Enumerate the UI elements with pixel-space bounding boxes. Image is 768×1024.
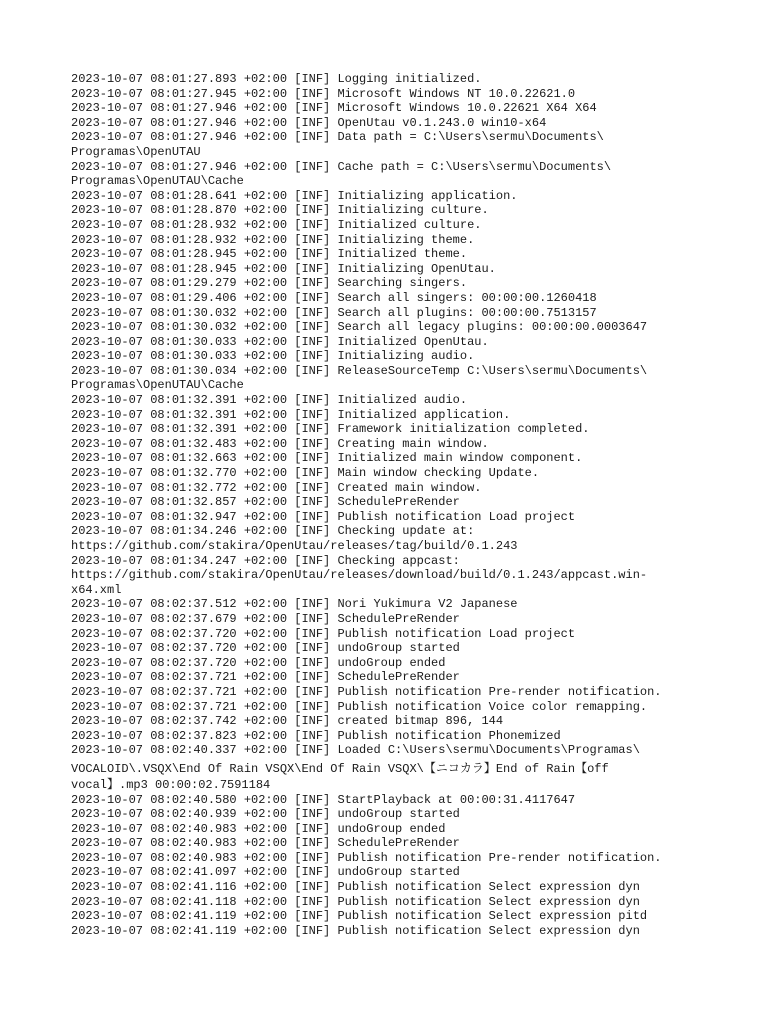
log-line: 2023-10-07 08:01:32.770 +02:00 [INF] Main window checking Update. — [71, 466, 540, 481]
log-line: 2023-10-07 08:01:28.932 +02:00 [INF] Initialized culture. — [71, 217, 482, 232]
log-line: VOCALOID\.VSQX\End Of Rain VSQX\End Of Rain VSQX\【ニコカラ】End of Rain【off — [71, 761, 609, 776]
log-line: 2023-10-07 08:01:30.034 +02:00 [INF] ReleaseSourceTemp C:\Users\sermu\Documents\ — [71, 363, 648, 378]
log-line: 2023-10-07 08:01:30.033 +02:00 [INF] Initializing audio. — [71, 349, 475, 364]
log-line: 2023-10-07 08:01:32.391 +02:00 [INF] Initialized audio. — [71, 393, 468, 408]
log-line: 2023-10-07 08:01:30.032 +02:00 [INF] Search all plugins: 00:00:00.7513157 — [71, 305, 597, 320]
log-line: 2023-10-07 08:01:27.945 +02:00 [INF] Microsoft Windows NT 10.0.22621.0 — [71, 86, 576, 101]
log-line: 2023-10-07 08:01:28.945 +02:00 [INF] Initializing OpenUtau. — [71, 261, 496, 276]
log-line: 2023-10-07 08:01:32.391 +02:00 [INF] Framework initialization completed. — [71, 422, 590, 437]
log-line: Programas\OpenUTAU\Cache — [71, 174, 244, 189]
log-line: 2023-10-07 08:01:27.946 +02:00 [INF] Cache path = C:\Users\sermu\Documents\ — [71, 159, 612, 174]
log-line: 2023-10-07 08:01:34.247 +02:00 [INF] Checking appcast: — [71, 553, 460, 568]
log-line: 2023-10-07 08:01:32.947 +02:00 [INF] Publish notification Load project — [71, 509, 576, 524]
log-line: x64.xml — [71, 582, 122, 597]
log-line: 2023-10-07 08:01:29.279 +02:00 [INF] Searching singers. — [71, 276, 468, 291]
log-line: 2023-10-07 08:02:37.721 +02:00 [INF] Publish notification Voice color remapping. — [71, 699, 648, 714]
log-line: 2023-10-07 08:02:37.720 +02:00 [INF] undoGroup started — [71, 641, 460, 656]
log-line: 2023-10-07 08:02:37.720 +02:00 [INF] Publish notification Load project — [71, 626, 576, 641]
log-line: 2023-10-07 08:02:40.337 +02:00 [INF] Loaded C:\Users\sermu\Documents\Programas\ — [71, 743, 640, 758]
log-line: 2023-10-07 08:01:30.032 +02:00 [INF] Search all legacy plugins: 00:00:00.0003647 — [71, 320, 648, 335]
log-line: Programas\OpenUTAU\Cache — [71, 378, 244, 393]
log-line: 2023-10-07 08:02:40.939 +02:00 [INF] undoGroup started — [71, 807, 460, 822]
log-line: 2023-10-07 08:01:27.946 +02:00 [INF] OpenUtau v0.1.243.0 win10-x64 — [71, 115, 547, 130]
log-line: 2023-10-07 08:01:32.857 +02:00 [INF] SchedulePreRender — [71, 495, 460, 510]
log-line: 2023-10-07 08:02:37.512 +02:00 [INF] Nori Yukimura V2 Japanese — [71, 597, 518, 612]
log-line: 2023-10-07 08:02:41.116 +02:00 [INF] Publish notification Select expression dyn — [71, 880, 640, 895]
log-line: 2023-10-07 08:01:32.391 +02:00 [INF] Initialized application. — [71, 407, 511, 422]
log-line: 2023-10-07 08:01:30.033 +02:00 [INF] Initialized OpenUtau. — [71, 334, 489, 349]
log-line: 2023-10-07 08:01:32.483 +02:00 [INF] Creating main window. — [71, 436, 489, 451]
log-line: https://github.com/stakira/OpenUtau/releases/tag/build/0.1.243 — [71, 539, 518, 553]
log-line: 2023-10-07 08:01:32.663 +02:00 [INF] Initialized main window component. — [71, 451, 583, 466]
log-line: 2023-10-07 08:01:28.945 +02:00 [INF] Initialized theme. — [71, 247, 468, 262]
log-line: 2023-10-07 08:02:37.721 +02:00 [INF] Publish notification Pre-render notification. — [71, 684, 662, 699]
log-line: 2023-10-07 08:01:28.932 +02:00 [INF] Initializing theme. — [71, 232, 475, 247]
log-line: 2023-10-07 08:02:37.823 +02:00 [INF] Publish notification Phonemized — [71, 728, 561, 743]
log-line: 2023-10-07 08:02:40.983 +02:00 [INF] undoGroup ended — [71, 821, 446, 836]
log-line: Programas\OpenUTAU — [71, 144, 201, 159]
log-line: 2023-10-07 08:01:34.246 +02:00 [INF] Checking update at: — [71, 524, 475, 539]
log-line: https://github.com/stakira/OpenUtau/releases/download/build/0.1.243/appcast.win- — [71, 568, 648, 583]
log-line: 2023-10-07 08:02:37.720 +02:00 [INF] undoGroup ended — [71, 655, 446, 670]
log-line: 2023-10-07 08:02:37.742 +02:00 [INF] created bitmap 896, 144 — [71, 714, 504, 729]
log-line: 2023-10-07 08:01:28.870 +02:00 [INF] Initializing culture. — [71, 203, 489, 218]
log-line: 2023-10-07 08:01:32.772 +02:00 [INF] Created main window. — [71, 480, 482, 495]
log-line: 2023-10-07 08:02:41.119 +02:00 [INF] Publish notification Select expression pitd — [71, 909, 648, 924]
log-text-block — [71, 72, 701, 938]
log-line: 2023-10-07 08:02:40.983 +02:00 [INF] SchedulePreRender — [71, 836, 460, 851]
log-line: 2023-10-07 08:01:27.893 +02:00 [INF] Logging initialized. — [71, 72, 482, 86]
log-line: vocal】.mp3 00:00:02.7591184 — [71, 777, 271, 792]
log-line: 2023-10-07 08:01:27.946 +02:00 [INF] Microsoft Windows 10.0.22621 X64 X64 — [71, 101, 597, 116]
log-line: 2023-10-07 08:02:40.983 +02:00 [INF] Publish notification Pre-render notification. — [71, 850, 662, 865]
log-line: 2023-10-07 08:02:37.721 +02:00 [INF] SchedulePreRender — [71, 670, 460, 685]
log-line: 2023-10-07 08:02:37.679 +02:00 [INF] SchedulePreRender — [71, 611, 460, 626]
log-line: 2023-10-07 08:01:28.641 +02:00 [INF] Initializing application. — [71, 188, 518, 203]
log-line: 2023-10-07 08:02:41.097 +02:00 [INF] undoGroup started — [71, 865, 460, 880]
log-line: 2023-10-07 08:01:27.946 +02:00 [INF] Data path = C:\Users\sermu\Documents\ — [71, 130, 604, 145]
log-line: 2023-10-07 08:02:41.119 +02:00 [INF] Publish notification Select expression dyn — [71, 923, 640, 938]
log-line: 2023-10-07 08:02:41.118 +02:00 [INF] Publish notification Select expression dyn — [71, 894, 640, 909]
log-line: 2023-10-07 08:01:29.406 +02:00 [INF] Search all singers: 00:00:00.1260418 — [71, 290, 597, 305]
log-line: 2023-10-07 08:02:40.580 +02:00 [INF] StartPlayback at 00:00:31.4117647 — [71, 792, 576, 807]
